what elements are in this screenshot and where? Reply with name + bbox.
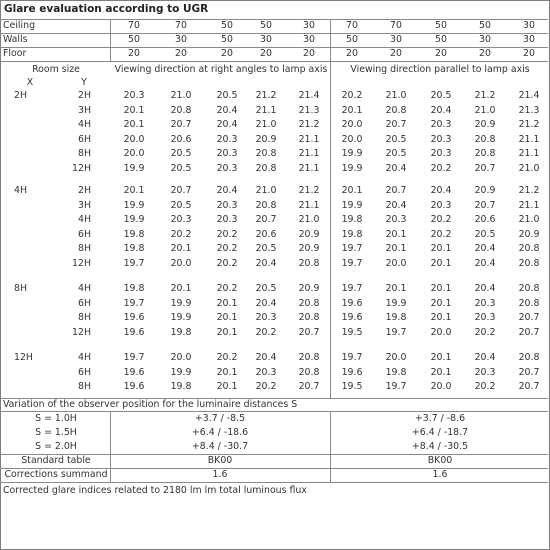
ugr-value-right: 20.1 (216, 327, 238, 338)
reflectance-value: 30 (523, 34, 535, 45)
reflectance-value: 50 (435, 34, 447, 45)
ugr-value-parallel: 20.3 (430, 148, 452, 159)
ugr-value-right: 19.8 (123, 283, 145, 294)
ugr-value-parallel: 19.9 (341, 163, 363, 174)
room-x-label: 2H (14, 90, 28, 101)
room-y-label: 8H (77, 312, 91, 323)
ugr-value-right: 20.2 (216, 243, 238, 254)
ugr-value-right: 19.9 (170, 298, 192, 309)
ugr-value-right: 20.7 (170, 185, 192, 196)
ugr-value-right: 20.5 (170, 148, 192, 159)
room-y-label: 2H (77, 90, 91, 101)
ugr-value-parallel: 20.1 (385, 229, 407, 240)
ugr-value-right: 20.1 (216, 298, 238, 309)
ugr-value-parallel: 19.8 (341, 229, 363, 240)
ugr-value-right: 20.8 (170, 105, 192, 116)
corrections-parallel: 1.6 (432, 469, 448, 480)
ugr-value-parallel: 20.4 (474, 283, 496, 294)
reflectance-value: 20 (221, 48, 233, 59)
ugr-value-right: 20.4 (216, 119, 238, 130)
ugr-value-right: 20.5 (216, 90, 238, 101)
ugr-value-parallel: 20.8 (518, 258, 540, 269)
reflectance-value: 50 (221, 20, 233, 31)
ugr-value-right: 20.5 (255, 283, 277, 294)
ugr-value-parallel: 21.1 (518, 200, 540, 211)
ugr-value-parallel: 20.5 (385, 134, 407, 145)
ugr-value-parallel: 20.1 (430, 258, 452, 269)
ugr-value-parallel: 19.8 (341, 214, 363, 225)
ugr-value-parallel: 20.8 (518, 243, 540, 254)
ugr-value-right: 19.6 (123, 367, 145, 378)
ugr-value-right: 20.4 (255, 258, 277, 269)
ugr-value-right: 20.1 (216, 312, 238, 323)
reflectance-value: 70 (175, 20, 187, 31)
room-y-label: 6H (77, 298, 91, 309)
ugr-value-parallel: 20.1 (385, 243, 407, 254)
table-divider (110, 19, 111, 61)
ugr-value-right: 20.1 (123, 185, 145, 196)
ugr-value-parallel: 20.8 (518, 352, 540, 363)
ugr-value-parallel: 20.8 (474, 134, 496, 145)
ugr-value-parallel: 20.4 (430, 105, 452, 116)
ugr-value-right: 21.2 (255, 90, 277, 101)
reflectance-value: 30 (303, 20, 315, 31)
ugr-value-parallel: 19.9 (341, 200, 363, 211)
ugr-value-parallel: 20.7 (518, 381, 540, 392)
ugr-value-parallel: 20.6 (474, 214, 496, 225)
standard-table-right: BK00 (207, 455, 233, 466)
ugr-value-parallel: 19.6 (341, 312, 363, 323)
ugr-value-right: 20.0 (123, 134, 145, 145)
ugr-value-right: 21.0 (255, 185, 277, 196)
ugr-value-right: 19.8 (170, 381, 192, 392)
ugr-value-right: 20.7 (255, 214, 277, 225)
ugr-value-right: 20.8 (298, 352, 320, 363)
ugr-value-right: 20.1 (123, 119, 145, 130)
reflectance-value: 50 (221, 34, 233, 45)
ugr-value-right: 20.8 (298, 298, 320, 309)
ugr-value-right: 21.0 (170, 90, 192, 101)
ugr-value-parallel: 19.6 (341, 367, 363, 378)
ugr-value-parallel: 20.2 (430, 229, 452, 240)
ugr-value-right: 20.3 (216, 200, 238, 211)
ugr-value-right: 20.5 (170, 163, 192, 174)
ugr-value-parallel: 20.3 (474, 312, 496, 323)
ugr-value-right: 20.2 (216, 258, 238, 269)
reflectance-value: 70 (128, 20, 140, 31)
ugr-value-parallel: 20.4 (474, 243, 496, 254)
ugr-value-parallel: 19.8 (385, 367, 407, 378)
ugr-value-parallel: 21.0 (518, 214, 540, 225)
variation-parallel: +8.4 / -30.5 (411, 441, 469, 452)
ugr-value-parallel: 20.1 (430, 283, 452, 294)
table-rule (0, 482, 548, 483)
ugr-value-right: 21.3 (298, 105, 320, 116)
ugr-value-parallel: 21.1 (518, 134, 540, 145)
ugr-value-right: 21.1 (298, 163, 320, 174)
ugr-value-right: 20.4 (216, 185, 238, 196)
ugr-value-right: 19.6 (123, 312, 145, 323)
ugr-value-parallel: 20.8 (518, 298, 540, 309)
ugr-value-parallel: 20.0 (430, 327, 452, 338)
ugr-value-parallel: 21.2 (474, 90, 496, 101)
reflectance-value: 30 (523, 20, 535, 31)
room-x-label: 4H (14, 185, 28, 196)
room-x-label: 12H (14, 352, 33, 363)
ugr-value-parallel: 20.7 (474, 163, 496, 174)
ugr-value-parallel: 20.3 (385, 214, 407, 225)
ugr-value-parallel: 20.4 (385, 163, 407, 174)
ugr-value-parallel: 20.3 (474, 298, 496, 309)
table-divider (110, 411, 111, 482)
room-y-label: 8H (77, 381, 91, 392)
ugr-value-right: 21.4 (298, 90, 320, 101)
ugr-value-parallel: 20.0 (385, 258, 407, 269)
ugr-value-parallel: 20.7 (518, 367, 540, 378)
ugr-value-right: 19.7 (123, 258, 145, 269)
ugr-value-parallel: 20.7 (518, 312, 540, 323)
ugr-value-parallel: 20.4 (474, 352, 496, 363)
ugr-value-right: 20.2 (255, 381, 277, 392)
ugr-value-right: 20.2 (216, 352, 238, 363)
ugr-value-parallel: 20.9 (474, 119, 496, 130)
ugr-value-parallel: 20.7 (518, 327, 540, 338)
ugr-value-right: 20.4 (255, 352, 277, 363)
ugr-value-parallel: 21.4 (518, 90, 540, 101)
ugr-value-right: 20.9 (298, 229, 320, 240)
ugr-value-parallel: 20.1 (430, 352, 452, 363)
ugr-value-right: 21.2 (298, 185, 320, 196)
footer-note: Corrected glare indices related to 2180 lm lm total luminous flux (3, 485, 307, 496)
reflectance-value: 70 (346, 20, 358, 31)
room-y-label: 8H (77, 243, 91, 254)
ugr-value-right: 19.7 (123, 352, 145, 363)
direction-right-angles-label: Viewing direction at right angles to lamp axis (114, 64, 328, 75)
ugr-value-right: 21.0 (298, 214, 320, 225)
ugr-value-parallel: 19.7 (341, 243, 363, 254)
standard-table-parallel: BK00 (427, 455, 453, 466)
ugr-value-parallel: 20.0 (385, 352, 407, 363)
table-divider (330, 19, 331, 398)
ugr-value-parallel: 20.7 (385, 119, 407, 130)
room-y-label: 3H (77, 200, 91, 211)
ugr-value-parallel: 19.7 (385, 327, 407, 338)
ugr-value-right: 20.9 (298, 283, 320, 294)
ugr-value-right: 19.6 (123, 381, 145, 392)
ugr-value-parallel: 20.1 (430, 312, 452, 323)
variation-title: Variation of the observer position for the luminaire distances S (3, 399, 298, 410)
ugr-value-right: 20.8 (255, 200, 277, 211)
ugr-value-parallel: 20.4 (474, 258, 496, 269)
reflectance-value: 50 (479, 20, 491, 31)
ugr-value-right: 20.3 (216, 148, 238, 159)
ugr-value-right: 20.0 (170, 258, 192, 269)
ugr-value-parallel: 20.2 (341, 90, 363, 101)
ugr-value-parallel: 20.1 (430, 367, 452, 378)
ugr-value-right: 21.1 (298, 134, 320, 145)
variation-right: +8.4 / -30.7 (191, 441, 249, 452)
ugr-value-right: 20.6 (255, 229, 277, 240)
ugr-value-right: 20.7 (170, 119, 192, 130)
ugr-value-parallel: 20.1 (341, 185, 363, 196)
ugr-value-parallel: 20.9 (474, 185, 496, 196)
ugr-value-parallel: 19.6 (341, 298, 363, 309)
table-title: Glare evaluation according to UGR (4, 3, 209, 15)
room-y-label: 4H (77, 352, 91, 363)
ugr-value-parallel: 19.7 (385, 381, 407, 392)
ugr-value-right: 20.1 (123, 105, 145, 116)
ugr-value-right: 20.8 (255, 148, 277, 159)
ugr-value-parallel: 20.2 (474, 381, 496, 392)
ugr-value-parallel: 20.1 (430, 243, 452, 254)
ugr-value-right: 20.2 (216, 229, 238, 240)
ugr-value-right: 20.1 (170, 283, 192, 294)
reflectance-value: 20 (303, 48, 315, 59)
ugr-value-parallel: 19.7 (341, 258, 363, 269)
reflectance-value: 20 (128, 48, 140, 59)
room-y-label: 6H (77, 229, 91, 240)
ugr-value-parallel: 21.1 (518, 148, 540, 159)
reflectance-value: 50 (346, 34, 358, 45)
ugr-value-right: 20.3 (216, 134, 238, 145)
reflectance-label: Ceiling (3, 20, 36, 31)
ugr-value-parallel: 20.4 (385, 200, 407, 211)
ugr-value-parallel: 19.7 (341, 283, 363, 294)
reflectance-value: 20 (346, 48, 358, 59)
ugr-value-parallel: 19.5 (341, 327, 363, 338)
ugr-value-parallel: 20.3 (430, 119, 452, 130)
reflectance-value: 30 (175, 34, 187, 45)
room-y-label: 12H (72, 163, 91, 174)
variation-label: S = 1.0H (35, 413, 77, 424)
ugr-value-parallel: 20.4 (430, 185, 452, 196)
reflectance-label: Floor (3, 48, 27, 59)
table-divider (330, 411, 331, 482)
ugr-value-right: 21.1 (255, 105, 277, 116)
reflectance-value: 20 (390, 48, 402, 59)
room-y-label: 12H (72, 258, 91, 269)
room-y-label: 4H (77, 283, 91, 294)
ugr-value-right: 20.7 (298, 381, 320, 392)
ugr-value-parallel: 20.8 (518, 283, 540, 294)
reflectance-value: 70 (390, 20, 402, 31)
room-y-label: 4H (77, 119, 91, 130)
ugr-value-parallel: 20.7 (385, 185, 407, 196)
ugr-value-parallel: 19.9 (385, 298, 407, 309)
room-y-label: 6H (77, 134, 91, 145)
reflectance-value: 20 (435, 48, 447, 59)
ugr-value-right: 19.8 (170, 327, 192, 338)
ugr-value-parallel: 20.9 (518, 229, 540, 240)
ugr-value-parallel: 20.1 (341, 105, 363, 116)
ugr-value-right: 20.1 (216, 381, 238, 392)
table-rule (0, 61, 548, 62)
ugr-value-parallel: 20.8 (385, 105, 407, 116)
ugr-value-right: 19.6 (123, 327, 145, 338)
ugr-value-right: 19.9 (123, 163, 145, 174)
x-column-label: X (26, 77, 34, 88)
table-rule (0, 33, 548, 34)
ugr-value-parallel: 20.2 (430, 214, 452, 225)
ugr-value-right: 20.5 (170, 200, 192, 211)
ugr-value-right: 20.8 (298, 258, 320, 269)
ugr-value-parallel: 19.5 (341, 381, 363, 392)
ugr-value-parallel: 20.3 (430, 200, 452, 211)
reflectance-value: 30 (260, 34, 272, 45)
ugr-value-parallel: 19.7 (341, 352, 363, 363)
ugr-value-right: 19.9 (123, 200, 145, 211)
ugr-value-right: 19.8 (123, 243, 145, 254)
ugr-value-right: 20.0 (170, 352, 192, 363)
room-y-label: 8H (77, 148, 91, 159)
ugr-value-parallel: 20.5 (430, 90, 452, 101)
ugr-value-right: 20.8 (298, 367, 320, 378)
ugr-value-right: 19.9 (123, 214, 145, 225)
variation-parallel: +3.7 / -8.6 (414, 413, 466, 424)
ugr-value-right: 20.3 (216, 214, 238, 225)
ugr-value-parallel: 20.2 (474, 327, 496, 338)
ugr-value-right: 20.9 (298, 243, 320, 254)
room-y-label: 4H (77, 214, 91, 225)
ugr-value-right: 20.1 (170, 243, 192, 254)
reflectance-value: 30 (303, 34, 315, 45)
corrections-label: Corrections summand (4, 469, 108, 480)
ugr-value-right: 20.2 (170, 229, 192, 240)
table-rule (0, 19, 548, 20)
ugr-value-parallel: 20.3 (474, 367, 496, 378)
room-y-label: 2H (77, 185, 91, 196)
reflectance-value: 20 (479, 48, 491, 59)
ugr-value-parallel: 21.0 (518, 163, 540, 174)
ugr-value-parallel: 21.2 (518, 185, 540, 196)
ugr-value-right: 20.6 (170, 134, 192, 145)
ugr-value-right: 20.5 (255, 243, 277, 254)
ugr-value-right: 19.9 (170, 312, 192, 323)
y-column-label: Y (81, 77, 87, 88)
room-x-label: 8H (14, 283, 28, 294)
ugr-value-right: 20.8 (255, 163, 277, 174)
variation-parallel: +6.4 / -18.7 (411, 427, 469, 438)
ugr-value-right: 20.3 (255, 367, 277, 378)
reflectance-label: Walls (3, 34, 28, 45)
ugr-value-right: 20.4 (255, 298, 277, 309)
ugr-value-right: 20.0 (123, 148, 145, 159)
table-rule (0, 411, 548, 412)
ugr-value-right: 20.2 (255, 327, 277, 338)
room-y-label: 12H (72, 327, 91, 338)
variation-label: S = 2.0H (35, 441, 77, 452)
ugr-value-parallel: 20.2 (430, 163, 452, 174)
ugr-value-parallel: 21.0 (385, 90, 407, 101)
ugr-value-parallel: 20.0 (341, 134, 363, 145)
ugr-value-right: 20.8 (298, 312, 320, 323)
reflectance-value: 30 (390, 34, 402, 45)
corrections-right: 1.6 (212, 469, 228, 480)
ugr-value-parallel: 20.1 (385, 283, 407, 294)
direction-parallel-label: Viewing direction parallel to lamp axis (350, 64, 530, 75)
ugr-value-right: 21.1 (298, 148, 320, 159)
ugr-value-parallel: 19.8 (385, 312, 407, 323)
ugr-value-parallel: 20.1 (430, 298, 452, 309)
ugr-value-right: 19.7 (123, 298, 145, 309)
ugr-value-right: 20.3 (170, 214, 192, 225)
ugr-value-right: 20.9 (255, 134, 277, 145)
table-rule (0, 47, 548, 48)
variation-right: +3.7 / -8.5 (194, 413, 246, 424)
ugr-value-parallel: 20.0 (430, 381, 452, 392)
ugr-value-right: 20.4 (216, 105, 238, 116)
ugr-value-parallel: 20.8 (474, 148, 496, 159)
room-y-label: 6H (77, 367, 91, 378)
ugr-value-parallel: 19.9 (341, 148, 363, 159)
ugr-value-parallel: 20.7 (474, 200, 496, 211)
ugr-value-right: 20.2 (216, 283, 238, 294)
ugr-value-parallel: 21.0 (474, 105, 496, 116)
ugr-value-right: 20.1 (216, 367, 238, 378)
ugr-value-parallel: 21.2 (518, 119, 540, 130)
ugr-value-right: 21.2 (298, 119, 320, 130)
reflectance-value: 20 (523, 48, 535, 59)
variation-label: S = 1.5H (35, 427, 77, 438)
ugr-value-right: 21.0 (255, 119, 277, 130)
room-size-label: Room size (32, 64, 80, 75)
ugr-value-right: 20.3 (255, 312, 277, 323)
reflectance-value: 20 (260, 48, 272, 59)
standard-table-label: Standard table (21, 455, 91, 466)
ugr-value-parallel: 20.0 (341, 119, 363, 130)
ugr-value-parallel: 20.5 (385, 148, 407, 159)
ugr-value-right: 21.1 (298, 200, 320, 211)
ugr-value-right: 20.7 (298, 327, 320, 338)
reflectance-value: 50 (435, 20, 447, 31)
ugr-value-parallel: 20.5 (474, 229, 496, 240)
ugr-value-right: 20.3 (123, 90, 145, 101)
reflectance-value: 20 (175, 48, 187, 59)
variation-right: +6.4 / -18.6 (191, 427, 249, 438)
reflectance-value: 50 (128, 34, 140, 45)
ugr-value-right: 19.8 (123, 229, 145, 240)
room-y-label: 3H (77, 105, 91, 116)
ugr-value-parallel: 20.3 (430, 134, 452, 145)
reflectance-value: 30 (479, 34, 491, 45)
ugr-value-parallel: 21.3 (518, 105, 540, 116)
ugr-value-right: 19.9 (170, 367, 192, 378)
ugr-value-right: 20.3 (216, 163, 238, 174)
reflectance-value: 50 (260, 20, 272, 31)
